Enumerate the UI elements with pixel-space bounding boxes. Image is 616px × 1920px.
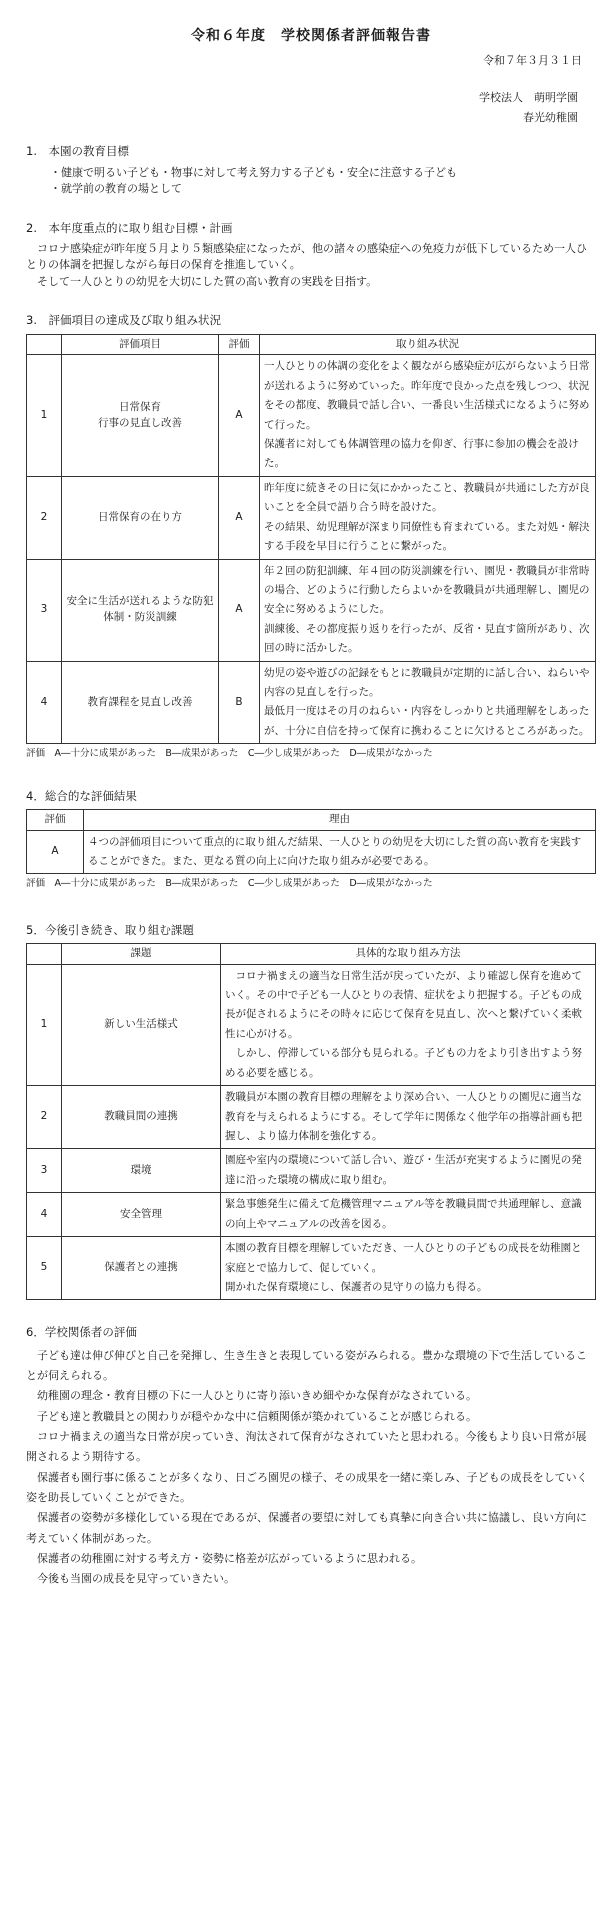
row-task: 教職員間の連携: [62, 1086, 221, 1149]
goal-bullet: ・就学前の教育の場として: [50, 182, 182, 196]
table-header-row: [27, 809, 596, 830]
table-header-row: [27, 943, 596, 964]
grade-legend: 評価 A―十分に成果があった B―成果があった C―少し成果があった D―成果がなかった: [26, 878, 433, 890]
row-number: 1: [27, 964, 62, 1086]
row-grade: A: [219, 355, 260, 477]
table-row: [27, 1193, 596, 1237]
table-row: [27, 1149, 596, 1193]
issuer-corporation: 学校法人 萌明学園: [479, 90, 578, 104]
row-task: 安全管理: [62, 1193, 221, 1237]
row-method: 園庭や室内の環境について話し合い、遊び・生活が充実するように園児の発達に沿った環境の構成に取り組む。: [221, 1149, 596, 1193]
table-row: [27, 661, 596, 744]
evaluation-paragraph: 子ども達と教職員との関わりが穏やかな中に信頼関係が築かれていることが感じられる。: [37, 1409, 477, 1423]
section-5-heading: 5．今後引き続き、取り組む課題: [26, 922, 194, 937]
table-row: [27, 830, 596, 874]
row-number: 1: [27, 355, 62, 477]
row-status: 幼児の姿や遊びの記録をもとに教職員が定期的に話し合い、ねらいや内容の見直しを行った。 最低月一度はその月のねらい・内容をしっかりと共通理解をしあったが、十分に自信を持って保育に携わることに欠けるところがあった。: [260, 661, 596, 744]
row-grade: A: [219, 476, 260, 559]
evaluation-paragraph: 保護者の姿勢が多様化している現在であるが、保護者の要望に対しても真摯に向き合い共に協議し、良い方向に考えていく体制があった。: [26, 1511, 587, 1545]
row-item: 教育課程を見直し改善: [62, 661, 219, 744]
tasks-table: [26, 943, 596, 1301]
row-task: 環境: [62, 1149, 221, 1193]
row-status: 昨年度に続きその日に気にかかったこと、教職員が共通にした方が良いことを全員で語り合う時を設けた。 その結果、幼児理解が深まり同僚性も育まれている。また対処・解決する手段を早目に行うことに繋がった。: [260, 476, 596, 559]
overall-reason: ４つの評価項目について重点的に取り組んだ結果、一人ひとりの幼児を大切にした質の高い教育を実践することができた。また、更なる質の向上に向けた取り組みが必要である。: [84, 830, 596, 874]
evaluation-paragraph: 子ども達は伸び伸びと自己を発揮し、生き生きと表現している姿がみられる。豊かな環境の下で生活していることが伺えられる。: [26, 1348, 587, 1382]
header-task: 課題: [62, 943, 221, 964]
evaluation-paragraph: 保護者の幼稚園に対する考え方・姿勢に格差が広がっているように思われる。: [37, 1552, 422, 1566]
plan-paragraph: そして一人ひとりの幼児を大切にした質の高い教育の実践を目指す。: [37, 274, 378, 288]
row-grade: B: [219, 661, 260, 744]
section-1-heading: 1. 本園の教育目標: [26, 144, 129, 159]
header-grade: 評価: [219, 334, 260, 355]
evaluation-paragraph: 今後も当園の成長を見守っていきたい。: [37, 1572, 235, 1586]
row-number: 2: [27, 1086, 62, 1149]
row-number: 4: [27, 661, 62, 744]
section-2-heading: 2. 本年度重点的に取り組む目標・計画: [26, 220, 233, 235]
row-status: 年２回の防犯訓練、年４回の防災訓練を行い、園児・教職員が非常時の場合、どのように行動したらよいかを教職員が共通理解し、園児の安全に努めるようにした。 訓練後、その都度振り返りを行ったが、反省・見直す箇所があり、次回の時に活かした。: [260, 559, 596, 661]
table-row: [27, 964, 596, 1086]
evaluation-paragraph: 保護者も園行事に係ることが多くなり、日ごろ園児の様子、その成果を一緒に楽しみ、子どもの成長をしていく姿を助長していくことができた。: [26, 1470, 588, 1505]
header-method: 具体的な取り組み方法: [221, 943, 596, 964]
section-6-heading: 6．学校関係者の評価: [26, 1325, 137, 1340]
table-header-row: [27, 334, 596, 355]
row-number: 4: [27, 1193, 62, 1237]
goal-bullet: ・健康で明るい子ども・物事に対して考え努力する子ども・安全に注意する子ども: [50, 165, 457, 179]
overall-table: [26, 809, 596, 875]
row-method: 教職員が本園の教育目標の理解をより深め合い、一人ひとりの園児に適当な教育を与えられるようにする。そして学年に関係なく他学年の指導計画も把握し、より協力体制を強化する。: [221, 1086, 596, 1149]
evaluation-table: [26, 334, 596, 745]
grade-legend: 評価 A―十分に成果があった B―成果があった C―少し成果があった D―成果がなかった: [26, 748, 433, 760]
row-item: 安全に生活が送れるような防犯体制・防災訓練: [62, 559, 219, 661]
table-row: [27, 1237, 596, 1300]
row-number: 3: [27, 559, 62, 661]
row-number: 3: [27, 1149, 62, 1193]
header-number: [27, 943, 62, 964]
header-number: [27, 334, 62, 355]
row-method: 本園の教育目標を理解していただき、一人ひとりの子どもの成長を幼稚園と家庭とで協力して、促していく。 開かれた保育環境にし、保護者の見守りの協力も得る。: [221, 1237, 596, 1300]
evaluation-paragraph: 幼稚園の理念・教育目標の下に一人ひとりに寄り添いきめ細やかな保育がなされている。: [37, 1389, 477, 1403]
issuer-school: 春光幼稚園: [523, 111, 578, 125]
row-method: コロナ禍まえの適当な日常生活が戻っていたが、より確認し保育を進めていく。その中で子ども一人ひとりの表情、症状をより把握する。子どもの成長が促されるようにその時々に応じて保育を見直し、次へと繋げていく柔軟性に心がける。 しかし、停滞している部分も見られる。子どもの力をより引き出すよう努める必要を感じる。: [221, 964, 596, 1086]
page-title: 令和６年度 学校関係者評価報告書: [191, 28, 431, 44]
section-6: [26, 1324, 596, 1589]
row-method: 緊急事態発生に備えて危機管理マニュアル等を教職員間で共通理解し、意識の向上やマニュアルの改善を図る。: [221, 1193, 596, 1237]
plan-paragraph: コロナ感染症が昨年度５月より５類感染症になったが、他の諸々の感染症への免疫力が低下しているため一人ひとりの体調を把握しながら毎日の保育を推進していく。: [26, 241, 587, 272]
table-row: [27, 1086, 596, 1149]
overall-grade: A: [27, 830, 84, 874]
report-date: 令和７年３月３１日: [483, 54, 582, 67]
table-row: [27, 355, 596, 477]
row-item: 日常保育の在り方: [62, 476, 219, 559]
row-item: 日常保育 行事の見直し改善: [62, 355, 219, 477]
table-row: [27, 559, 596, 661]
issuer-block: [26, 88, 578, 130]
row-grade: A: [219, 559, 260, 661]
row-task: 新しい生活様式: [62, 964, 221, 1086]
row-number: 5: [27, 1237, 62, 1300]
header-item: 評価項目: [62, 334, 219, 355]
evaluation-paragraph: コロナ禍まえの適当な日常が戻っていき、洵汰されて保育がなされていたと思われる。今後もより良い日常が展開されるよう期待する。: [26, 1430, 587, 1464]
table-row: [27, 476, 596, 559]
header-reason: 理由: [84, 809, 596, 830]
row-task: 保護者との連携: [62, 1237, 221, 1300]
section-4-heading: 4．総合的な評価結果: [26, 788, 137, 803]
header-evaluation: 評価: [27, 809, 84, 830]
header-status: 取り組み状況: [260, 334, 596, 355]
row-status: 一人ひとりの体調の変化をよく観ながら感染症が広がらないよう日常が送れるように努めていった。昨年度で良かった点を残しつつ、状況をその都度、教職員で話し合い、一番良い生活様式になるように努めて行った。 保護者に対しても体調管理の協力を仰ぎ、行事に参加の機会を設けた。: [260, 355, 596, 477]
row-number: 2: [27, 476, 62, 559]
section-3-heading: 3. 評価項目の達成及び取り組み状況: [26, 313, 221, 328]
